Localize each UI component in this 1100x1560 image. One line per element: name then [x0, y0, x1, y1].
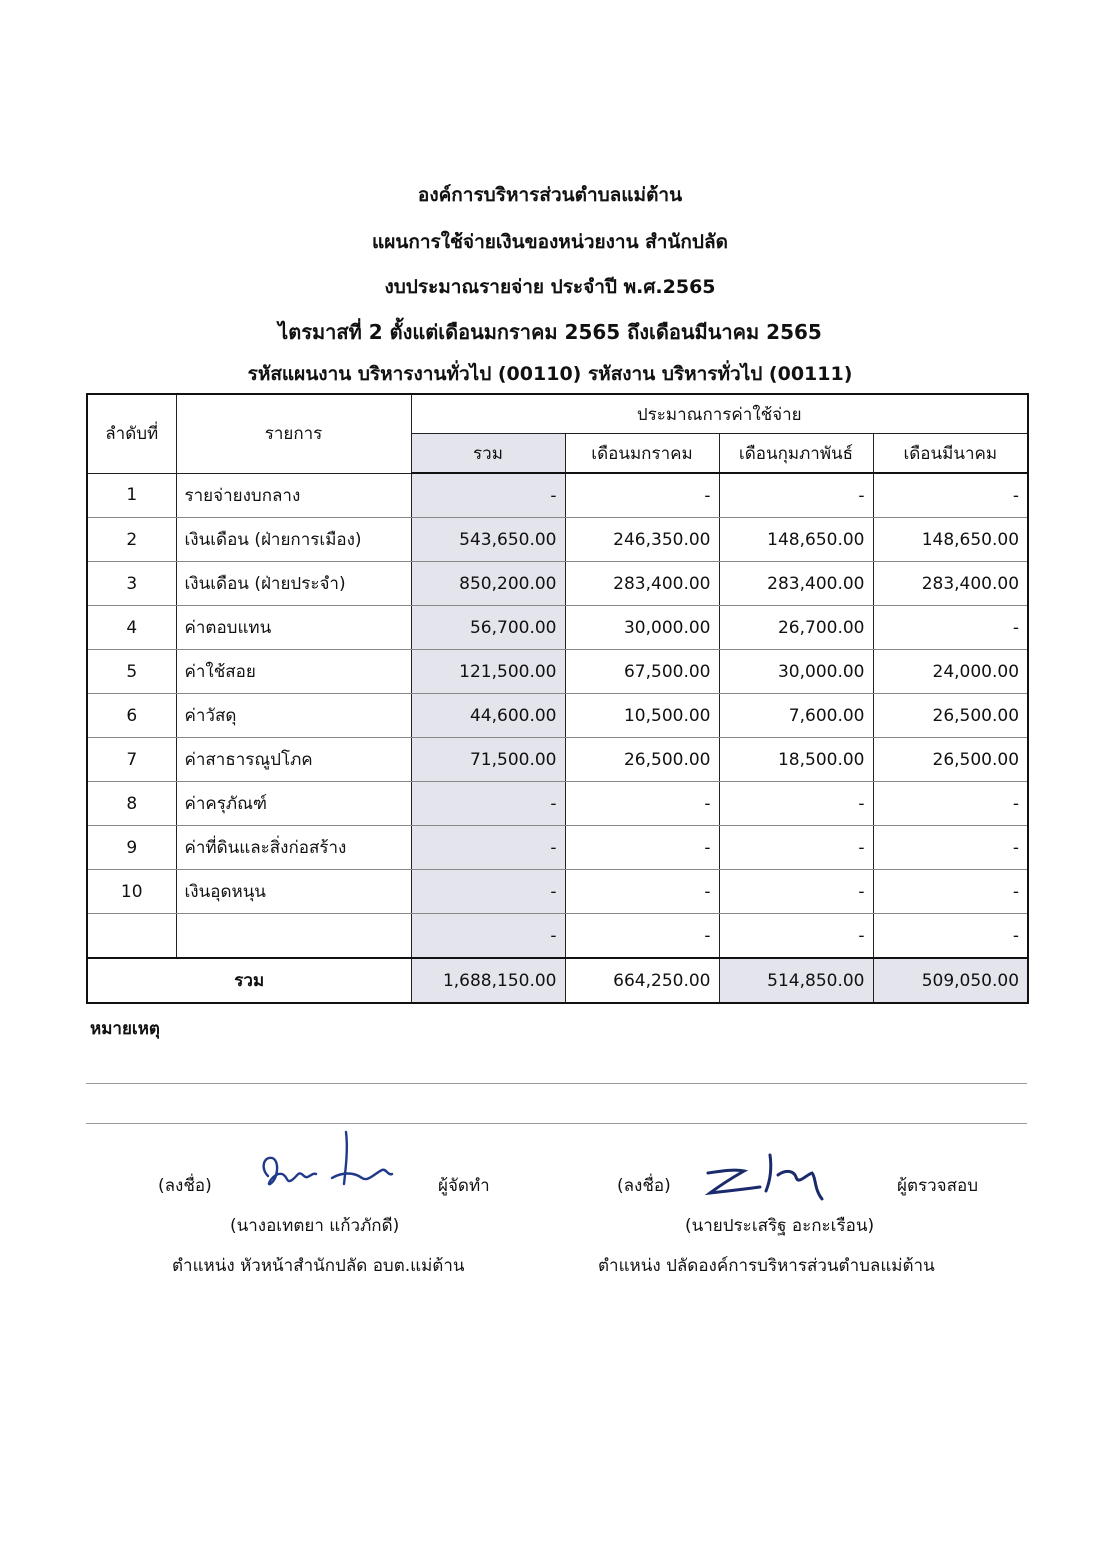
table-row	[87, 826, 1028, 870]
row-total-cell: -	[411, 870, 565, 914]
row-feb-cell: 7,600.00	[719, 694, 873, 738]
table-row	[87, 473, 1028, 518]
row-mar-cell: 283,400.00	[873, 562, 1028, 606]
row-item-cell: ค่าสาธารณูปโภค	[176, 738, 411, 782]
table-row	[87, 694, 1028, 738]
plan-title: แผนการใช้จ่ายเงินของหน่วยงาน สำนักปลัด	[372, 231, 728, 253]
row-jan-cell: 246,350.00	[565, 518, 719, 562]
right-name: (นายประเสริฐ อะกะเรือน)	[685, 1216, 875, 1236]
row-total-cell: 850,200.00	[411, 562, 565, 606]
row-total-cell: -	[411, 782, 565, 826]
col-header-jan: เดือนมกราคม	[565, 434, 719, 474]
row-jan-cell: -	[565, 782, 719, 826]
row-jan-cell: -	[565, 914, 719, 959]
total-label: รวม	[87, 958, 411, 1003]
row-no-cell: 5	[87, 650, 176, 694]
col-header-no: ลำดับที่	[87, 394, 176, 473]
row-jan-cell: -	[565, 473, 719, 518]
left-role: ผู้จัดทำ	[438, 1176, 490, 1196]
row-mar-cell: -	[873, 782, 1028, 826]
left-sign-label: (ลงชื่อ)	[158, 1176, 212, 1196]
row-feb-cell: -	[719, 870, 873, 914]
code-title: รหัสแผนงาน บริหารงานทั่วไป (00110) รหัสงาน บริหารทั่วไป (00111)	[247, 363, 853, 385]
row-total-cell: -	[411, 473, 565, 518]
total-cell-feb: 514,850.00	[719, 958, 873, 1003]
table-row	[87, 562, 1028, 606]
row-item-cell: ค่าวัสดุ	[176, 694, 411, 738]
row-jan-cell: 67,500.00	[565, 650, 719, 694]
total-cell-jan: 664,250.00	[565, 958, 719, 1003]
table-row	[87, 738, 1028, 782]
row-mar-cell: -	[873, 606, 1028, 650]
row-no-cell: 8	[87, 782, 176, 826]
remark-line	[86, 1123, 1027, 1124]
row-mar-cell: -	[873, 914, 1028, 959]
row-jan-cell: 283,400.00	[565, 562, 719, 606]
row-mar-cell: 148,650.00	[873, 518, 1028, 562]
col-header-feb: เดือนกุมภาพันธ์	[719, 434, 873, 474]
row-no-cell: 6	[87, 694, 176, 738]
table-row	[87, 870, 1028, 914]
budget-table	[86, 393, 1029, 1004]
row-feb-cell: 283,400.00	[719, 562, 873, 606]
row-no-cell: 7	[87, 738, 176, 782]
row-no-cell: 1	[87, 473, 176, 518]
row-total-cell: 71,500.00	[411, 738, 565, 782]
row-item-cell: รายจ่ายงบกลาง	[176, 473, 411, 518]
row-jan-cell: 30,000.00	[565, 606, 719, 650]
row-no-cell: 4	[87, 606, 176, 650]
row-jan-cell: -	[565, 870, 719, 914]
table-row	[87, 606, 1028, 650]
row-item-cell: เงินเดือน (ฝ่ายการเมือง)	[176, 518, 411, 562]
budget-title: งบประมาณรายจ่าย ประจำปี พ.ศ.2565	[384, 276, 716, 298]
remark-label: หมายเหตุ	[90, 1019, 160, 1039]
row-item-cell: ค่าครุภัณฑ์	[176, 782, 411, 826]
left-signature-image	[258, 1128, 408, 1198]
table-row	[87, 650, 1028, 694]
total-row	[87, 958, 1028, 1003]
row-feb-cell: 26,700.00	[719, 606, 873, 650]
row-total-cell: 56,700.00	[411, 606, 565, 650]
row-feb-cell: 148,650.00	[719, 518, 873, 562]
right-role: ผู้ตรวจสอบ	[897, 1176, 979, 1196]
row-item-cell: ค่าตอบแทน	[176, 606, 411, 650]
table-row	[87, 782, 1028, 826]
row-feb-cell: -	[719, 826, 873, 870]
quarter-title: ไตรมาสที่ 2 ตั้งแต่เดือนมกราคม 2565 ถึงเดือนมีนาคม 2565	[278, 320, 822, 344]
remark-line	[86, 1083, 1027, 1084]
row-mar-cell: 26,500.00	[873, 738, 1028, 782]
row-feb-cell: -	[719, 782, 873, 826]
row-feb-cell: -	[719, 473, 873, 518]
total-cell-total: 1,688,150.00	[411, 958, 565, 1003]
row-item-cell: ค่าที่ดินและสิ่งก่อสร้าง	[176, 826, 411, 870]
col-header-mar: เดือนมีนาคม	[873, 434, 1028, 474]
row-total-cell: -	[411, 914, 565, 959]
row-no-cell	[87, 914, 176, 959]
right-position: ตำแหน่ง ปลัดองค์การบริหารส่วนตำบลแม่ต้าน	[598, 1256, 935, 1276]
table-row	[87, 518, 1028, 562]
row-jan-cell: -	[565, 826, 719, 870]
row-no-cell: 3	[87, 562, 176, 606]
row-feb-cell: 30,000.00	[719, 650, 873, 694]
row-item-cell: เงินเดือน (ฝ่ายประจำ)	[176, 562, 411, 606]
col-header-total: รวม	[411, 434, 565, 474]
left-name: (นางอเทตยา แก้วภักดี)	[230, 1216, 400, 1236]
row-mar-cell: 26,500.00	[873, 694, 1028, 738]
left-position: ตำแหน่ง หัวหน้าสำนักปลัด อบต.แม่ต้าน	[172, 1256, 465, 1276]
row-feb-cell: 18,500.00	[719, 738, 873, 782]
row-mar-cell: -	[873, 826, 1028, 870]
row-jan-cell: 26,500.00	[565, 738, 719, 782]
row-total-cell: -	[411, 826, 565, 870]
total-cell-mar: 509,050.00	[873, 958, 1028, 1003]
row-total-cell: 543,650.00	[411, 518, 565, 562]
row-no-cell: 9	[87, 826, 176, 870]
row-no-cell: 10	[87, 870, 176, 914]
col-header-group: ประมาณการค่าใช้จ่าย	[411, 394, 1028, 434]
row-no-cell: 2	[87, 518, 176, 562]
org-title: องค์การบริหารส่วนตำบลแม่ต้าน	[417, 184, 683, 206]
row-mar-cell: -	[873, 473, 1028, 518]
row-item-cell: ค่าใช้สอย	[176, 650, 411, 694]
row-item-cell: เงินอุดหนุน	[176, 870, 411, 914]
row-mar-cell: -	[873, 870, 1028, 914]
row-feb-cell: -	[719, 914, 873, 959]
row-mar-cell: 24,000.00	[873, 650, 1028, 694]
table-row	[87, 914, 1028, 959]
col-header-item: รายการ	[176, 394, 411, 473]
right-signature-image	[700, 1145, 840, 1215]
row-jan-cell: 10,500.00	[565, 694, 719, 738]
row-total-cell: 44,600.00	[411, 694, 565, 738]
row-item-cell	[176, 914, 411, 959]
row-total-cell: 121,500.00	[411, 650, 565, 694]
right-sign-label: (ลงชื่อ)	[617, 1176, 671, 1196]
